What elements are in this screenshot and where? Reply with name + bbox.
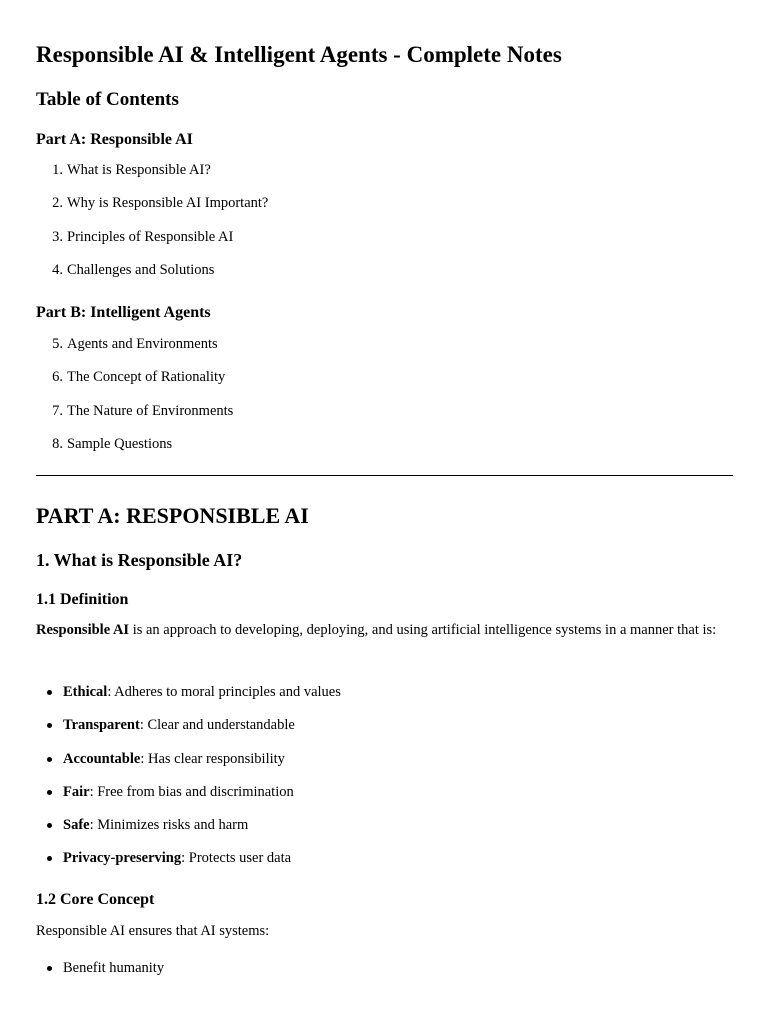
definition-heading: 1.1 Definition <box>36 591 129 608</box>
bullet-dot <box>47 690 52 695</box>
bullet-dot <box>47 823 52 828</box>
bullet-dot <box>47 723 52 728</box>
list-item: Privacy-preserving: Protects user data <box>36 848 341 881</box>
toc-item-2[interactable]: 2. Why is Responsible AI Important? <box>52 195 269 212</box>
list-item: Benefit humanity <box>36 958 164 991</box>
core-concept-bullet-list <box>36 958 164 991</box>
toc-part-a-list <box>36 160 268 293</box>
toc-item-5[interactable]: 5. Agents and Environments <box>52 336 218 352</box>
bullet-dot <box>47 856 52 861</box>
toc-heading: Table of Contents <box>36 89 179 110</box>
list-item: Transparent: Clear and understandable <box>36 715 341 748</box>
toc-item-3[interactable]: 3. Principles of Responsible AI <box>52 228 234 245</box>
toc-item-4[interactable]: 4. Challenges and Solutions <box>52 261 215 278</box>
definition-bullet-list <box>36 682 341 882</box>
definition-text: is an approach to developing, deploying, and using artificial intelligence systems in a manner that is: <box>129 622 717 638</box>
toc-part-b-list <box>36 334 233 467</box>
core-concept-heading: 1.2 Core Concept <box>36 891 155 908</box>
horizontal-divider <box>36 475 733 476</box>
toc-part-a-heading: Part A: Responsible AI <box>36 131 193 148</box>
list-item: Safe: Minimizes risks and harm <box>36 815 341 848</box>
bullet-dot <box>47 966 52 971</box>
toc-item-7[interactable]: 7. The Nature of Environments <box>52 402 234 419</box>
document-title: Responsible AI & Intelligent Agents - Complete Notes <box>36 42 562 67</box>
definition-paragraph <box>36 618 733 643</box>
list-item: Fair: Free from bias and discrimination <box>36 782 341 815</box>
toc-item-1[interactable]: 1. What is Responsible AI? <box>52 162 211 178</box>
toc-item-6[interactable]: 6. The Concept of Rationality <box>52 369 226 386</box>
definition-term: Responsible AI <box>36 622 130 638</box>
toc-part-b-heading: Part B: Intelligent Agents <box>36 304 211 321</box>
bullet-dot <box>47 757 52 762</box>
list-item: Accountable: Has clear responsibility <box>36 749 341 782</box>
core-concept-paragraph: Responsible AI ensures that AI systems: <box>36 923 270 939</box>
section-1-heading: 1. What is Responsible AI? <box>36 550 243 570</box>
part-a-heading: PART A: RESPONSIBLE AI <box>36 503 309 528</box>
list-item: Ethical: Adheres to moral principles and values <box>36 682 341 715</box>
bullet-dot <box>47 790 52 795</box>
toc-item-8[interactable]: 8. Sample Questions <box>52 435 173 452</box>
